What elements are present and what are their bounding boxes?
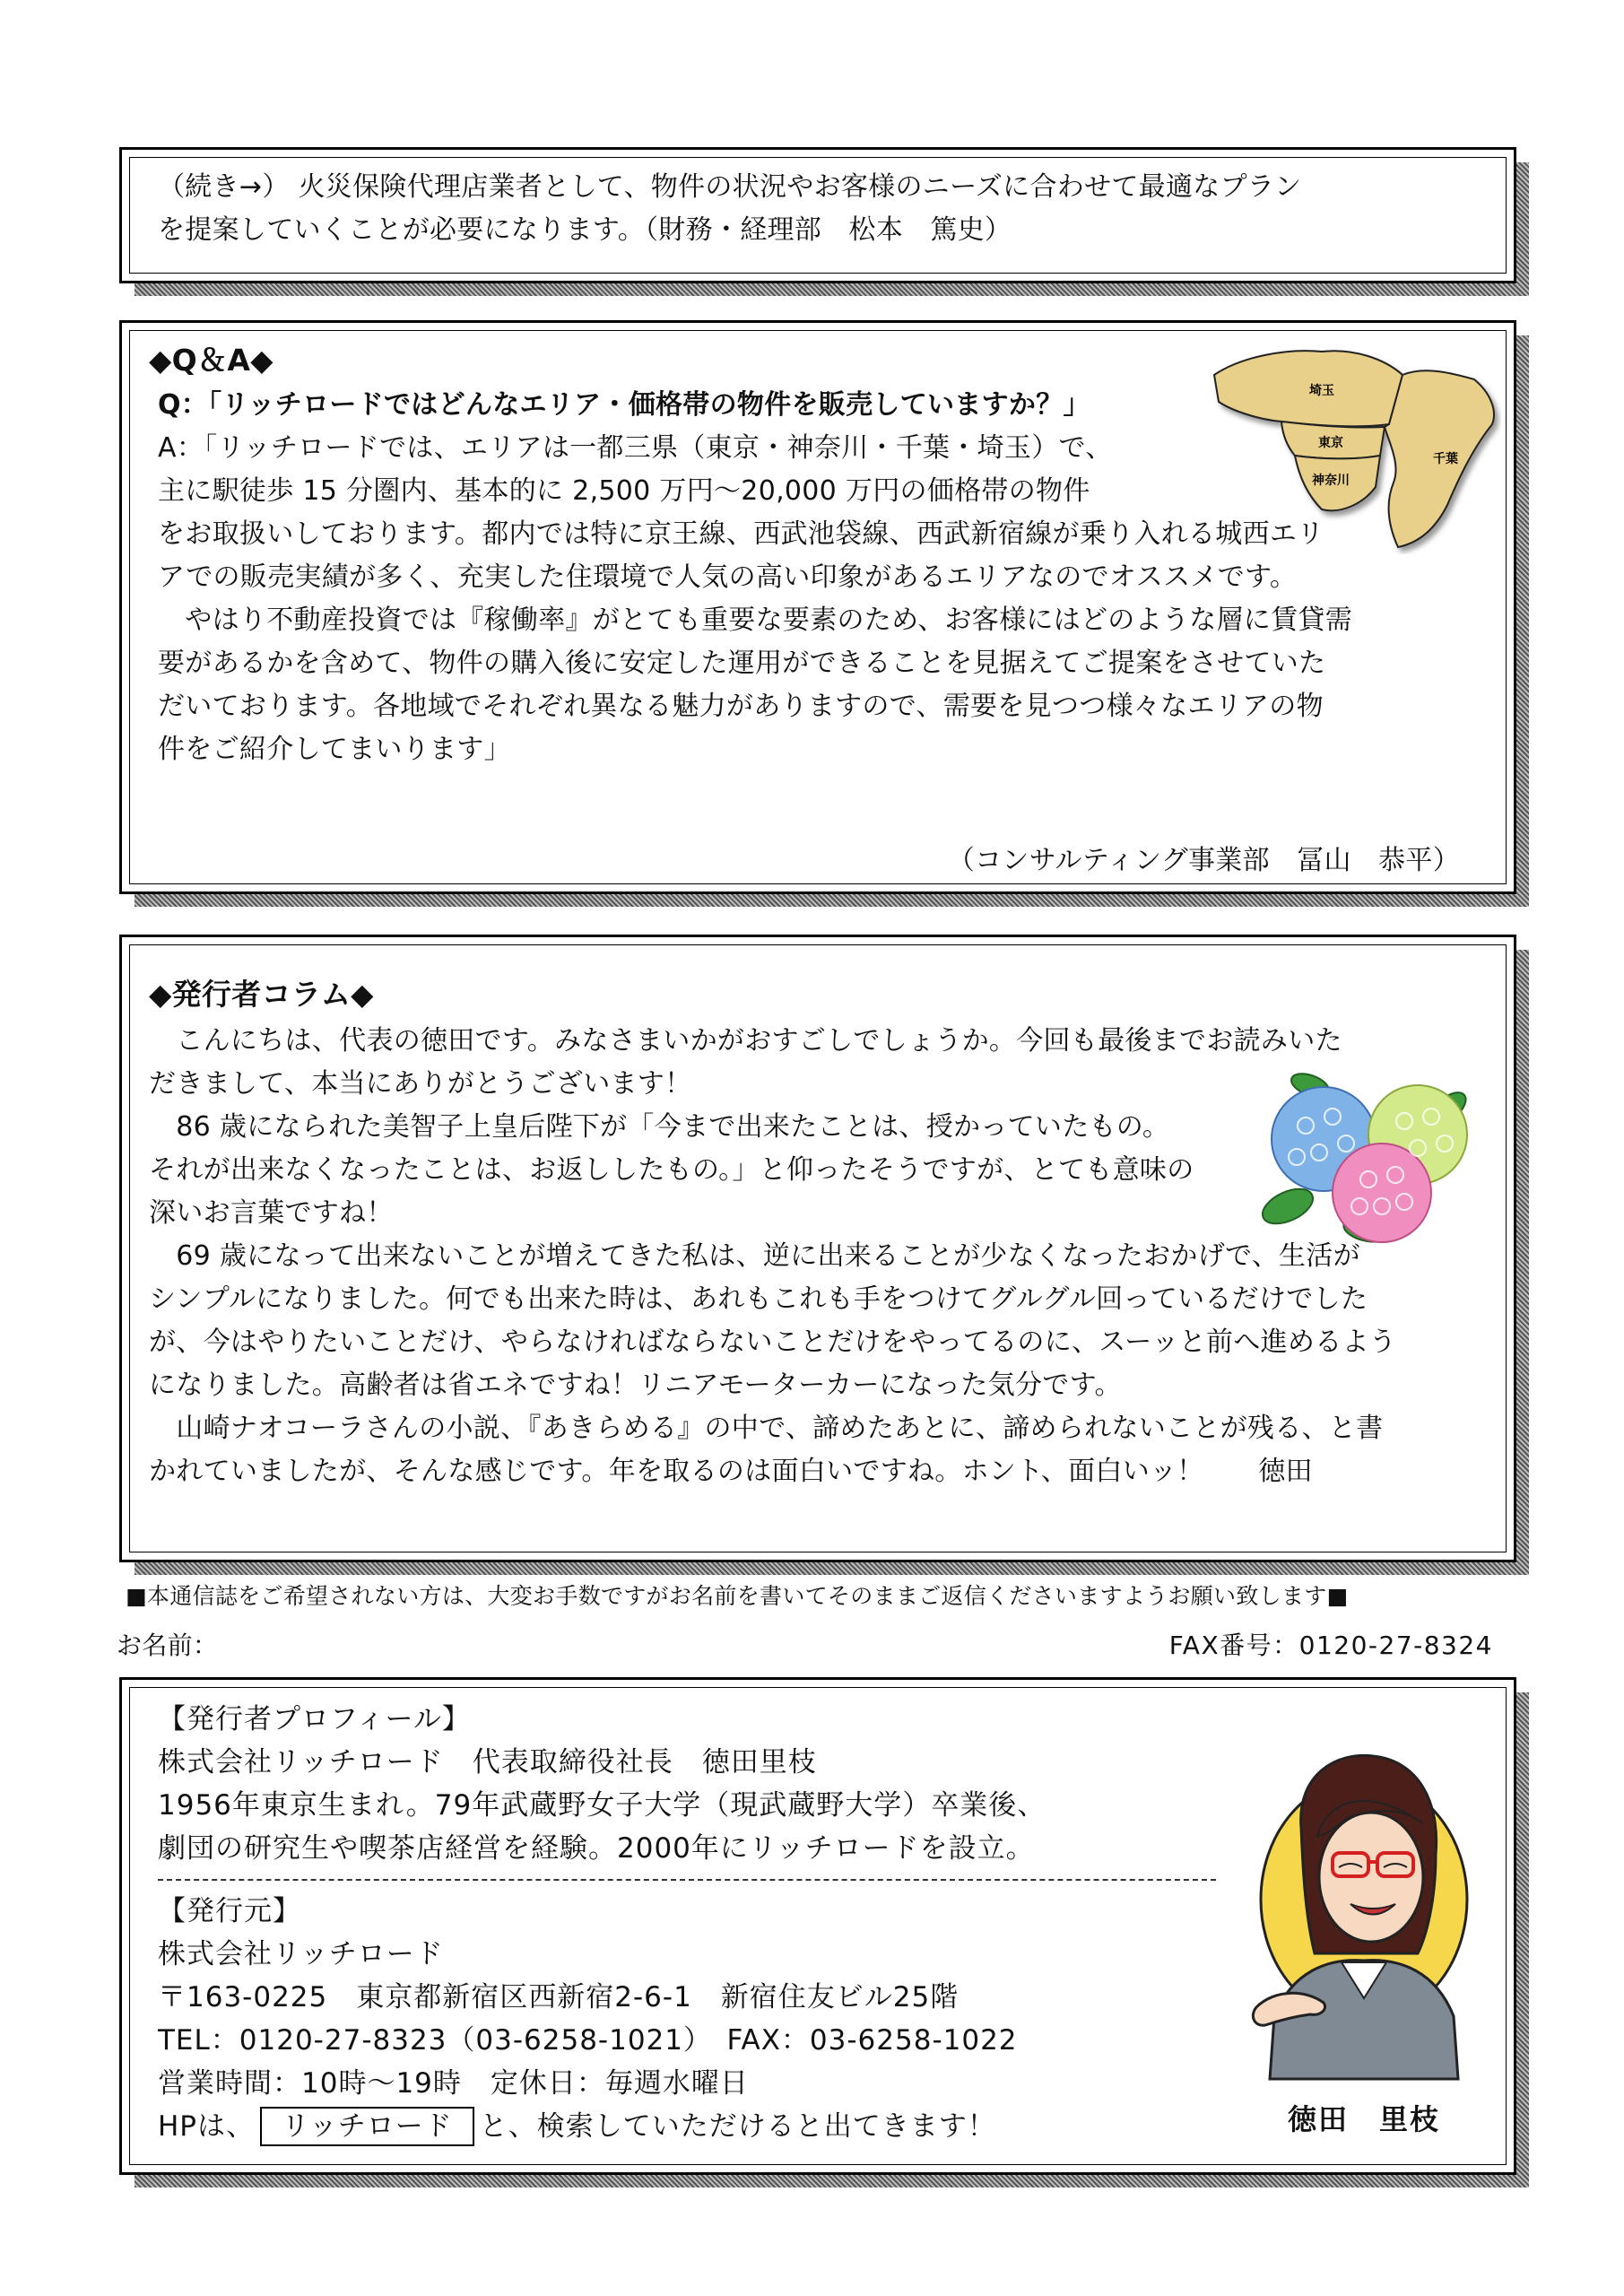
column-heading: ◆発行者コラム◆ xyxy=(149,977,374,1012)
portrait-illustration xyxy=(1238,1720,1489,2106)
unsubscribe-notice: ■本通信誌をご希望されない方は、大変お手数ですがお名前を書いてそのままご返信くださいますようお願い致します■ xyxy=(126,1583,1349,1609)
kanto-map-illustration xyxy=(1205,339,1501,554)
qa-answer-line-3: をお取扱いしております。都内では特に京王線、西武池袋線、西武新宿線が乗り入れる城西エリ xyxy=(158,518,1324,550)
homepage-suffix: と、検索していただけると出てきます！ xyxy=(479,2110,996,2143)
profile-box xyxy=(119,1677,1516,2175)
continuation-box xyxy=(119,147,1516,283)
qa-answer-line-4: アでの販売実績が多く、充実した住環境で人気の高い印象があるエリアなのでオススメです。 xyxy=(158,561,1298,593)
column-line-6: 69 歳になって出来ないことが増えてきた私は、逆に出来ることが少なくなったおかげで、生活が xyxy=(149,1240,1360,1272)
column-line-9: になりました。高齢者は省エネですね！リニアモーターカーになった気分です。 xyxy=(149,1370,1122,1401)
profile-heading: 【発行者プロフィール】 xyxy=(158,1703,471,1735)
continuation-line-1: （続き→） 火災保険代理店業者として、物件の状況やお客様のニーズに合わせて最適なプラン xyxy=(158,171,1302,203)
qa-box xyxy=(119,320,1516,894)
profile-line-2: 1956年東京生まれ。79年武蔵野女子大学（現武蔵野大学）卒業後、 xyxy=(158,1789,1046,1822)
publisher-heading: 【発行元】 xyxy=(158,1895,301,1927)
homepage-prefix: HPは、 xyxy=(158,2110,256,2143)
qa-heading: ◆Q＆A◆ xyxy=(149,343,274,378)
map-label-tokyo: 東京 xyxy=(1318,436,1343,450)
column-line-5: 深いお言葉ですね！ xyxy=(149,1197,394,1229)
qa-answer-line-2: 主に駅徒歩 15 分圏内、基本的に 2,500 万円～20,000 万円の価格帯の物件 xyxy=(158,475,1090,507)
column-line-8: が、今はやりたいことだけ、やらなければならないことだけをやってるのに、スーッと前へ進めるよう xyxy=(149,1326,1397,1358)
fax-number: FAX番号：0120-27-8324 xyxy=(1168,1631,1493,1660)
hydrangea-illustration xyxy=(1261,1072,1476,1251)
continuation-line-2: を提案していくことが必要になります。（財務・経理部 松本 篤史） xyxy=(158,214,1012,246)
qa-answer-line-6: 要があるかを含めて、物件の購入後に安定した運用ができることを見据えてご提案をさせていた xyxy=(158,648,1326,679)
qa-answer-line-1: A：「リッチロードでは、エリアは一都三県（東京・神奈川・千葉・埼玉）で、 xyxy=(158,432,1113,464)
profile-line-3: 劇団の研究生や喫茶店経営を経験。2000年にリッチロードを設立。 xyxy=(158,1832,1035,1865)
column-line-2: だきまして、本当にありがとうございます！ xyxy=(149,1068,692,1100)
column-line-7: シンプルになりました。何でも出来た時は、あれもこれも手をつけてグルグル回っているだけでした xyxy=(149,1283,1368,1315)
map-label-saitama: 埼玉 xyxy=(1309,384,1334,398)
portrait-caption: 徳田 里枝 xyxy=(1288,2102,1441,2136)
map-label-kanagawa: 神奈川 xyxy=(1312,474,1350,488)
publisher-address: 〒163-0225 東京都新宿区西新宿2-6-1 新宿住友ビル25階 xyxy=(158,1981,960,2013)
profile-line-1: 株式会社リッチロード 代表取締役社長 徳田里枝 xyxy=(158,1746,817,1779)
column-line-4: それが出来なくなったことは、お返ししたもの。」と仰ったそうですが、とても意味の xyxy=(149,1154,1194,1186)
publisher-company: 株式会社リッチロード xyxy=(158,1938,444,1970)
column-line-10: 山崎ナオコーラさんの小説、『あきらめる』の中で、諦めたあとに、諦められないことが残る、と書 xyxy=(149,1413,1384,1444)
column-line-1: こんにちは、代表の徳田です。みなさまいかがおすごしでしょうか。今回も最後までお読みいた xyxy=(149,1025,1342,1057)
qa-answer-line-5: やはり不動産投資では『稼働率』がとても重要な要素のため、お客様にはどのような層に賃貸需 xyxy=(158,604,1352,636)
publisher-hours: 営業時間：10時～19時 定休日：毎週水曜日 xyxy=(158,2067,749,2100)
column-box xyxy=(119,935,1516,1562)
column-line-11: かれていましたが、そんな感じです。年を取るのは面白いですね。ホント、面白いッ！ 徳田 xyxy=(149,1456,1313,1487)
saitama-region xyxy=(1214,351,1403,426)
qa-answer-line-8: 件をご紹介してまいります」 xyxy=(158,734,511,765)
map-label-chiba: 千葉 xyxy=(1433,452,1458,466)
qa-question: Q：「リッチロードではどんなエリア・価格帯の物件を販売していますか？」 xyxy=(158,389,1090,421)
name-label: お名前： xyxy=(117,1631,219,1660)
homepage-search-term: リッチロード xyxy=(260,2107,474,2146)
homepage-line xyxy=(158,2105,996,2148)
publisher-phone: TEL：0120-27-8323（03-6258-1021） FAX：03-6258-1022 xyxy=(158,2024,1018,2057)
column-line-3: 86 歳になられた美智子上皇后陛下が「今まで出来たことは、授かっていたもの。 xyxy=(149,1111,1170,1143)
qa-signature: （コンサルティング事業部 冨山 恭平） xyxy=(947,845,1460,876)
profile-divider xyxy=(158,1879,1216,1881)
hydrangea-pink xyxy=(1333,1144,1431,1242)
qa-answer-line-7: だいております。各地域でそれぞれ異なる魅力がありますので、需要を見つつ様々なエリアの物 xyxy=(158,691,1324,722)
